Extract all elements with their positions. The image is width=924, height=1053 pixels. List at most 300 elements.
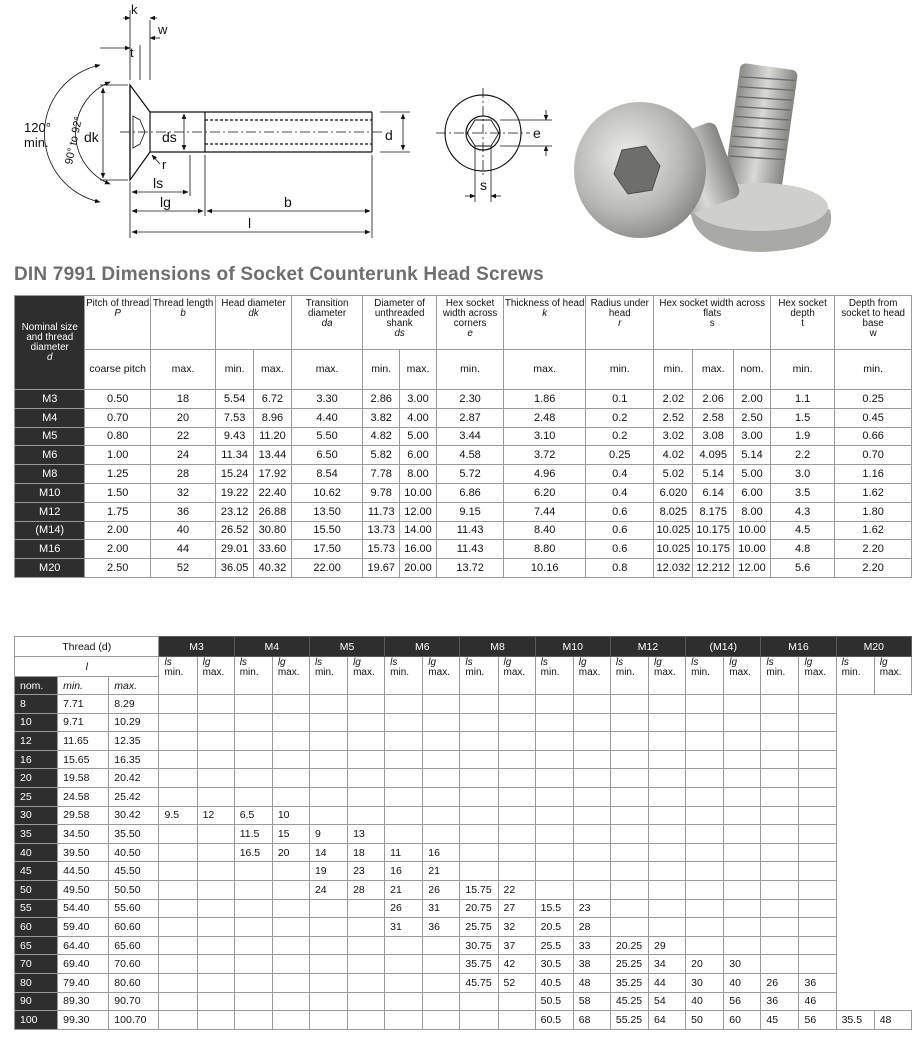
lg-max-header bbox=[423, 657, 460, 695]
ls-lg-value-cell bbox=[460, 992, 498, 1011]
ls-lg-value-cell bbox=[498, 695, 535, 714]
ls-lg-value-cell bbox=[535, 713, 573, 732]
ls-lg-value-cell: 48 bbox=[573, 973, 610, 992]
ls-lg-value-cell bbox=[234, 973, 272, 992]
ls-lg-value-cell bbox=[309, 769, 347, 788]
value-cell: 4.96 bbox=[504, 465, 586, 484]
ls-lg-value-cell bbox=[498, 862, 535, 881]
ls-min-header bbox=[234, 657, 272, 695]
dimensions-row bbox=[15, 427, 912, 446]
ls-lg-value-cell: 31 bbox=[385, 918, 423, 937]
max-label: max. bbox=[804, 667, 827, 678]
value-cell: 0.2 bbox=[586, 427, 654, 446]
value-cell: 1.1 bbox=[770, 390, 834, 409]
ls-lg-value-cell: 34 bbox=[649, 955, 686, 974]
ls-lg-value-cell: 40.5 bbox=[535, 973, 573, 992]
nominal-length-cell: 8 bbox=[15, 695, 58, 714]
nominal-length-cell: 55 bbox=[15, 899, 58, 918]
ls-lg-value-cell bbox=[159, 936, 197, 955]
ls-lg-value-cell bbox=[272, 880, 309, 899]
ls-lg-value-cell: 9 bbox=[309, 825, 347, 844]
lg-max-header bbox=[649, 657, 686, 695]
lg-max-header bbox=[573, 657, 610, 695]
size-cell: M3 bbox=[15, 390, 85, 409]
value-cell: 1.62 bbox=[835, 483, 912, 502]
ls-lg-value-cell: 36 bbox=[799, 973, 836, 992]
value-cell: 0.4 bbox=[586, 465, 654, 484]
size-cell: M12 bbox=[15, 502, 85, 521]
value-cell: 11.34 bbox=[216, 446, 254, 465]
ls-lg-value-cell bbox=[573, 769, 610, 788]
value-cell: 10.16 bbox=[504, 559, 586, 578]
value-cell: 9.43 bbox=[216, 427, 254, 446]
ls-lg-value-cell bbox=[761, 732, 799, 751]
ls-lg-value-cell: 36 bbox=[761, 992, 799, 1011]
ls-lg-value-cell bbox=[385, 695, 423, 714]
ls-lg-value-cell bbox=[423, 732, 460, 751]
size-cell: M6 bbox=[15, 446, 85, 465]
ls-lg-value-cell bbox=[385, 787, 423, 806]
ls-lg-value-cell bbox=[272, 787, 309, 806]
value-cell: 2.20 bbox=[835, 540, 912, 559]
ls-lg-value-cell bbox=[423, 713, 460, 732]
nominal-length-cell: 100 bbox=[15, 1011, 58, 1030]
subheader-cell: min. bbox=[835, 350, 912, 390]
subheader-cell: min. bbox=[770, 350, 834, 390]
ls-lg-value-cell bbox=[573, 843, 610, 862]
length-limit-cell: 59.40 bbox=[58, 918, 109, 937]
ls-lg-value-cell: 55.25 bbox=[610, 1011, 648, 1030]
ls-lg-value-cell: 28 bbox=[348, 880, 385, 899]
ls-lg-value-cell bbox=[385, 825, 423, 844]
ls-lg-value-cell: 30.75 bbox=[460, 936, 498, 955]
ls-lg-value-cell bbox=[761, 787, 799, 806]
nominal-length-cell: 70 bbox=[15, 955, 58, 974]
ls-lg-value-cell: 16 bbox=[385, 862, 423, 881]
ls-min-header bbox=[385, 657, 423, 695]
subheader-cell: min. bbox=[654, 350, 693, 390]
value-cell: 10.025 bbox=[654, 521, 693, 540]
size-cell: M8 bbox=[15, 465, 85, 484]
value-cell: 4.8 bbox=[770, 540, 834, 559]
value-cell: 10.00 bbox=[400, 483, 437, 502]
ls-lg-value-cell: 26 bbox=[761, 973, 799, 992]
ls-lg-value-cell: 20.75 bbox=[460, 899, 498, 918]
ls-lg-value-cell bbox=[460, 732, 498, 751]
max-label: max. bbox=[879, 667, 902, 678]
ls-lg-value-cell bbox=[197, 695, 234, 714]
ls-lg-value-cell bbox=[610, 732, 648, 751]
lg-label: lg bbox=[428, 657, 437, 668]
ls-lg-value-cell bbox=[761, 955, 799, 974]
dimensions-subheader-row bbox=[15, 350, 912, 390]
value-cell: 8.54 bbox=[291, 465, 363, 484]
value-cell: 1.75 bbox=[85, 502, 150, 521]
value-cell: 5.54 bbox=[216, 390, 254, 409]
ls-label: ls bbox=[465, 657, 473, 668]
ls-lg-value-cell: 35.75 bbox=[460, 955, 498, 974]
length-limit-cell: 30.42 bbox=[109, 806, 159, 825]
size-cell: M4 bbox=[15, 408, 85, 427]
nominal-length-cell: 60 bbox=[15, 918, 58, 937]
ls-min-header bbox=[460, 657, 498, 695]
ls-lg-value-cell bbox=[272, 918, 309, 937]
value-cell: 4.82 bbox=[363, 427, 400, 446]
ls-lg-value-cell bbox=[159, 955, 197, 974]
value-cell: 7.53 bbox=[216, 408, 254, 427]
ls-lg-value-cell bbox=[686, 918, 724, 937]
ls-lg-value-cell bbox=[535, 750, 573, 769]
ls-lg-value-cell bbox=[573, 880, 610, 899]
length-row bbox=[15, 955, 912, 974]
value-cell: 44 bbox=[150, 540, 215, 559]
ls-lg-value-cell: 24 bbox=[309, 880, 347, 899]
label-e: e bbox=[533, 125, 541, 141]
value-cell: 8.00 bbox=[400, 465, 437, 484]
ls-lg-value-cell bbox=[460, 750, 498, 769]
subheader-cell: coarse pitch bbox=[85, 350, 150, 390]
ls-lg-value-cell bbox=[234, 936, 272, 955]
header-socket-flats: Hex socket width across flats s bbox=[654, 296, 770, 350]
value-cell: 7.78 bbox=[363, 465, 400, 484]
ls-lg-value-cell bbox=[573, 713, 610, 732]
max-label: max. bbox=[729, 667, 751, 678]
ls-lg-value-cell bbox=[348, 955, 385, 974]
ls-min-header bbox=[761, 657, 799, 695]
ls-lg-value-cell bbox=[159, 713, 197, 732]
ls-lg-value-cell bbox=[686, 880, 724, 899]
size-cell: M5 bbox=[15, 427, 85, 446]
ls-lg-value-cell bbox=[197, 825, 234, 844]
ls-lg-value-cell: 36 bbox=[423, 918, 460, 937]
ls-lg-value-cell bbox=[610, 695, 648, 714]
ls-lg-value-cell bbox=[423, 825, 460, 844]
ls-lg-value-cell bbox=[686, 769, 724, 788]
subheader-cell: max. bbox=[504, 350, 586, 390]
lg-max-header bbox=[498, 657, 535, 695]
ls-lg-value-cell bbox=[159, 732, 197, 751]
min-label: min. bbox=[465, 667, 485, 678]
value-cell: 13.72 bbox=[436, 559, 503, 578]
value-cell: 8.025 bbox=[654, 502, 693, 521]
header-thread-length: Thread length b bbox=[150, 296, 215, 350]
value-cell: 23.12 bbox=[216, 502, 254, 521]
ls-lg-value-cell bbox=[649, 787, 686, 806]
label-ls: ls bbox=[153, 175, 164, 191]
ls-lg-value-cell: 25.5 bbox=[535, 936, 573, 955]
ls-lg-value-cell bbox=[159, 1011, 197, 1030]
ls-lg-value-cell bbox=[649, 918, 686, 937]
size-header-cell: M4 bbox=[234, 637, 309, 657]
ls-lg-value-cell bbox=[460, 769, 498, 788]
ls-label: ls bbox=[540, 657, 548, 668]
ls-lg-value-cell: 9.5 bbox=[159, 806, 197, 825]
value-cell: 26.88 bbox=[254, 502, 292, 521]
ls-lg-value-cell bbox=[309, 695, 347, 714]
lg-max-header bbox=[724, 657, 761, 695]
length-row bbox=[15, 825, 912, 844]
ls-lg-value-cell bbox=[423, 992, 460, 1011]
value-cell: 5.00 bbox=[734, 465, 771, 484]
header-nominal-size: Nominal size and thread diameter d bbox=[15, 296, 85, 390]
ls-lg-value-cell bbox=[761, 750, 799, 769]
value-cell: 3.00 bbox=[400, 390, 437, 409]
lg-max-header bbox=[799, 657, 836, 695]
length-limit-cell: 10.29 bbox=[109, 713, 159, 732]
ls-lg-value-cell: 21 bbox=[423, 862, 460, 881]
ls-lg-value-cell bbox=[498, 806, 535, 825]
label-t: t bbox=[130, 45, 134, 60]
ls-lg-value-cell bbox=[686, 843, 724, 862]
ls-lg-value-cell: 12 bbox=[197, 806, 234, 825]
value-cell: 13.73 bbox=[363, 521, 400, 540]
ls-lg-value-cell bbox=[498, 1011, 535, 1030]
ls-lg-value-cell: 15.5 bbox=[535, 899, 573, 918]
value-cell: 4.3 bbox=[770, 502, 834, 521]
ls-lg-value-cell bbox=[610, 862, 648, 881]
ls-lg-value-cell bbox=[649, 862, 686, 881]
value-cell: 1.86 bbox=[504, 390, 586, 409]
ls-lg-value-cell bbox=[385, 732, 423, 751]
value-cell: 1.16 bbox=[835, 465, 912, 484]
ls-lg-value-cell bbox=[535, 880, 573, 899]
ls-lg-value-cell: 21 bbox=[385, 880, 423, 899]
value-cell: 15.50 bbox=[291, 521, 363, 540]
size-header-cell: M3 bbox=[159, 637, 234, 657]
ls-lg-value-cell bbox=[761, 713, 799, 732]
length-limit-cell: 25.42 bbox=[109, 787, 159, 806]
ls-lg-value-cell bbox=[686, 713, 724, 732]
ls-lg-value-cell bbox=[234, 695, 272, 714]
value-cell: 52 bbox=[150, 559, 215, 578]
length-row bbox=[15, 936, 912, 955]
l-header: l bbox=[15, 657, 159, 677]
size-header-cell: (M14) bbox=[686, 637, 761, 657]
value-cell: 1.00 bbox=[85, 446, 150, 465]
ls-lg-value-cell: 42 bbox=[498, 955, 535, 974]
ls-lg-value-cell bbox=[610, 880, 648, 899]
lg-max-header bbox=[348, 657, 385, 695]
value-cell: 2.86 bbox=[363, 390, 400, 409]
value-cell: 2.2 bbox=[770, 446, 834, 465]
ls-lg-value-cell: 58 bbox=[573, 992, 610, 1011]
value-cell: 22.00 bbox=[291, 559, 363, 578]
value-cell: 8.40 bbox=[504, 521, 586, 540]
ls-lg-value-cell bbox=[272, 955, 309, 974]
ls-lg-value-cell: 20 bbox=[272, 843, 309, 862]
ls-lg-value-cell bbox=[159, 750, 197, 769]
value-cell: 4.5 bbox=[770, 521, 834, 540]
ls-lg-value-cell: 56 bbox=[799, 1011, 836, 1030]
ls-lg-value-cell: 26 bbox=[385, 899, 423, 918]
ls-lg-value-cell: 25.25 bbox=[610, 955, 648, 974]
length-row bbox=[15, 787, 912, 806]
value-cell: 5.00 bbox=[400, 427, 437, 446]
ls-lg-value-cell bbox=[686, 787, 724, 806]
length-limit-cell: 49.50 bbox=[58, 880, 109, 899]
ls-lg-value-cell bbox=[649, 769, 686, 788]
ls-lg-value-cell bbox=[460, 1011, 498, 1030]
ls-lg-value-cell bbox=[724, 843, 761, 862]
value-cell: 8.00 bbox=[734, 502, 771, 521]
ls-label: ls bbox=[615, 657, 624, 668]
length-limit-cell: 99.30 bbox=[58, 1011, 109, 1030]
ls-lg-value-cell bbox=[460, 806, 498, 825]
ls-lg-value-cell bbox=[761, 862, 799, 881]
lg-max-header bbox=[272, 657, 309, 695]
ls-lg-value-cell bbox=[197, 750, 234, 769]
ls-lg-value-cell bbox=[197, 918, 234, 937]
label-s: s bbox=[480, 177, 487, 193]
dimensions-row bbox=[15, 465, 912, 484]
ls-lg-value-cell bbox=[348, 1011, 385, 1030]
ls-lg-value-cell bbox=[423, 955, 460, 974]
value-cell: 32 bbox=[150, 483, 215, 502]
min-label: min. bbox=[314, 667, 334, 678]
ls-lg-value-cell bbox=[761, 806, 799, 825]
length-limit-cell: 16.35 bbox=[109, 750, 159, 769]
ls-lg-value-cell bbox=[649, 695, 686, 714]
screw-photo bbox=[574, 63, 831, 252]
ls-lg-value-cell bbox=[385, 769, 423, 788]
ls-lg-value-cell bbox=[799, 806, 836, 825]
length-row bbox=[15, 918, 912, 937]
ls-lg-value-cell: 56 bbox=[724, 992, 761, 1011]
dimensions-row bbox=[15, 540, 912, 559]
ls-lg-value-cell bbox=[159, 918, 197, 937]
value-cell: 14.00 bbox=[400, 521, 437, 540]
value-cell: 5.14 bbox=[734, 446, 771, 465]
ls-lg-value-cell bbox=[573, 862, 610, 881]
ls-lg-value-cell bbox=[649, 843, 686, 862]
ls-lg-value-cell bbox=[573, 732, 610, 751]
ls-lg-value-cell bbox=[498, 992, 535, 1011]
ls-lg-value-cell bbox=[610, 769, 648, 788]
ls-lg-value-cell: 64 bbox=[649, 1011, 686, 1030]
size-cell: M20 bbox=[15, 559, 85, 578]
ls-lg-value-cell bbox=[159, 973, 197, 992]
value-cell: 2.50 bbox=[85, 559, 150, 578]
length-limit-cell: 69.40 bbox=[58, 955, 109, 974]
ls-lg-value-cell bbox=[535, 862, 573, 881]
min-label: min. bbox=[841, 667, 861, 678]
size-cell: M16 bbox=[15, 540, 85, 559]
ls-lg-value-cell bbox=[686, 862, 724, 881]
size-header-cell: M10 bbox=[535, 637, 610, 657]
ls-lg-value-cell bbox=[197, 880, 234, 899]
value-cell: 0.45 bbox=[835, 408, 912, 427]
value-cell: 3.5 bbox=[770, 483, 834, 502]
ls-lg-value-cell bbox=[498, 825, 535, 844]
ls-lg-value-cell bbox=[197, 862, 234, 881]
value-cell: 1.25 bbox=[85, 465, 150, 484]
value-cell: 2.50 bbox=[734, 408, 771, 427]
size-header-cell: M20 bbox=[836, 637, 911, 657]
value-cell: 33.60 bbox=[254, 540, 292, 559]
ls-lg-value-cell bbox=[234, 750, 272, 769]
ls-label: ls bbox=[841, 657, 849, 668]
ls-lg-value-cell bbox=[234, 787, 272, 806]
ls-lg-value-cell: 31 bbox=[423, 899, 460, 918]
ls-lg-value-cell: 28 bbox=[573, 918, 610, 937]
value-cell: 2.00 bbox=[85, 521, 150, 540]
ls-label: ls bbox=[239, 657, 247, 668]
ls-lg-value-cell bbox=[197, 992, 234, 1011]
ls-lg-value-cell: 35.25 bbox=[610, 973, 648, 992]
value-cell: 10.00 bbox=[734, 521, 771, 540]
ls-lg-value-cell: 14 bbox=[309, 843, 347, 862]
max-label: max. bbox=[353, 667, 375, 678]
ls-lg-value-cell bbox=[724, 713, 761, 732]
ls-lg-value-cell bbox=[761, 936, 799, 955]
length-limit-cell: 11.65 bbox=[58, 732, 109, 751]
value-cell: 10.025 bbox=[654, 540, 693, 559]
ls-lg-value-cell bbox=[535, 695, 573, 714]
value-cell: 24 bbox=[150, 446, 215, 465]
value-cell: 11.73 bbox=[363, 502, 400, 521]
ls-lg-value-cell: 16.5 bbox=[234, 843, 272, 862]
ls-lg-value-cell bbox=[724, 918, 761, 937]
value-cell: 11.43 bbox=[436, 540, 503, 559]
ls-lg-value-cell bbox=[159, 899, 197, 918]
value-cell: 5.82 bbox=[363, 446, 400, 465]
dimensions-table bbox=[14, 295, 912, 578]
ls-lg-value-cell: 22 bbox=[498, 880, 535, 899]
ls-lg-value-cell bbox=[799, 732, 836, 751]
length-limit-cell: 44.50 bbox=[58, 862, 109, 881]
technical-drawing-area bbox=[0, 0, 924, 262]
length-limit-cell: 50.50 bbox=[109, 880, 159, 899]
label-angle-range: 90° to 92° bbox=[63, 115, 86, 166]
ls-lg-value-cell: 33 bbox=[573, 936, 610, 955]
length-row bbox=[15, 992, 912, 1011]
ls-lg-value-cell bbox=[649, 713, 686, 732]
ls-lg-value-cell bbox=[272, 750, 309, 769]
nominal-length-cell: 12 bbox=[15, 732, 58, 751]
ls-lg-value-cell bbox=[498, 769, 535, 788]
nominal-length-cell: 90 bbox=[15, 992, 58, 1011]
max-header: max. bbox=[109, 677, 159, 695]
ls-lg-value-cell bbox=[423, 750, 460, 769]
value-cell: 5.72 bbox=[436, 465, 503, 484]
ls-lg-value-cell bbox=[535, 769, 573, 788]
ls-lg-value-cell bbox=[799, 787, 836, 806]
subheader-cell: min. bbox=[216, 350, 254, 390]
value-cell: 3.30 bbox=[291, 390, 363, 409]
ls-lg-value-cell: 11.5 bbox=[234, 825, 272, 844]
ls-lg-value-cell bbox=[309, 787, 347, 806]
value-cell: 3.08 bbox=[693, 427, 734, 446]
ls-lg-value-cell: 20 bbox=[686, 955, 724, 974]
ls-lg-value-cell bbox=[761, 825, 799, 844]
length-limit-cell: 79.40 bbox=[58, 973, 109, 992]
length-row bbox=[15, 769, 912, 788]
value-cell: 6.14 bbox=[693, 483, 734, 502]
header-socket-to-base: Depth from socket to head base w bbox=[835, 296, 912, 350]
ls-lg-value-cell: 15 bbox=[272, 825, 309, 844]
dimensions-header-row bbox=[15, 296, 912, 350]
ls-lg-value-cell bbox=[799, 918, 836, 937]
value-cell: 1.5 bbox=[770, 408, 834, 427]
lg-label: lg bbox=[202, 657, 211, 668]
ls-label: ls bbox=[691, 657, 699, 668]
ls-lg-value-cell bbox=[649, 806, 686, 825]
ls-lg-value-cell: 68 bbox=[573, 1011, 610, 1030]
value-cell: 10.175 bbox=[693, 540, 734, 559]
value-cell: 15.73 bbox=[363, 540, 400, 559]
ls-lg-value-cell bbox=[724, 695, 761, 714]
header-radius: Radius under head r bbox=[586, 296, 654, 350]
